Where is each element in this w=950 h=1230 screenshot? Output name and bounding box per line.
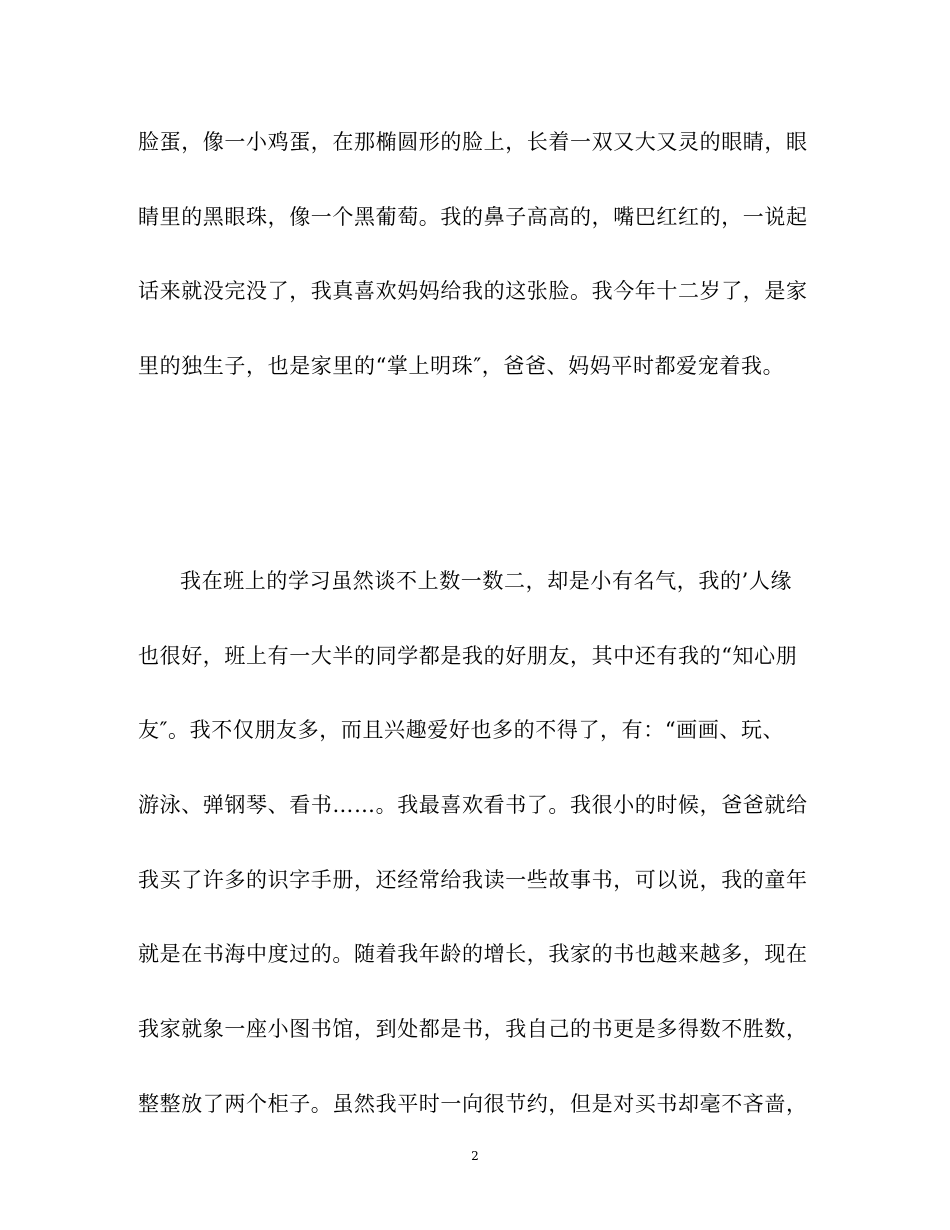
paragraph-2-line-8: 整整放了两个柜子。虽然我平时一向很节约，但是对买书却毫不吝啬，: [138, 1092, 808, 1116]
page-number: 2: [471, 1149, 479, 1163]
paragraph-2-line-4: 游泳、弹钢琴、看书……。我最喜欢看书了。我很小的时候，爸爸就给: [138, 793, 808, 817]
paragraph-2-line-2: 也很好，班上有一大半的同学都是我的好朋友，其中还有我的“知心朋: [138, 644, 798, 668]
paragraph-1-line-4: 里的独生子，也是家里的“掌上明珠″，爸爸、妈妈平时都爱宠着我。: [138, 354, 785, 378]
paragraph-1-line-3: 话来就没完没了，我真喜欢妈妈给我的这张脸。我今年十二岁了，是家: [138, 279, 808, 303]
paragraph-1-line-2: 睛里的黑眼珠，像一个黑葡萄。我的鼻子高高的，嘴巴红红的，一说起: [138, 205, 808, 229]
paragraph-2-line-5: 我买了许多的识字手册，还经常给我读一些故事书，可以说，我的童年: [138, 868, 808, 892]
paragraph-2-line-6: 就是在书海中度过的。随着我年龄的增长，我家的书也越来越多，现在: [138, 942, 808, 966]
paragraph-2-line-1: 我在班上的学习虽然谈不上数一数二，却是小有名气，我的’人缘: [180, 569, 793, 593]
paragraph-1-line-1: 脸蛋，像一小鸡蛋，在那椭圆形的脸上，长着一双又大又灵的眼睛，眼: [138, 130, 808, 154]
paragraph-2-line-3: 友″。我不仅朋友多，而且兴趣爱好也多的不得了，有：“画画、玩、: [138, 718, 785, 742]
paragraph-2-line-7: 我家就象一座小图书馆，到处都是书，我自己的书更是多得数不胜数，: [138, 1017, 808, 1041]
